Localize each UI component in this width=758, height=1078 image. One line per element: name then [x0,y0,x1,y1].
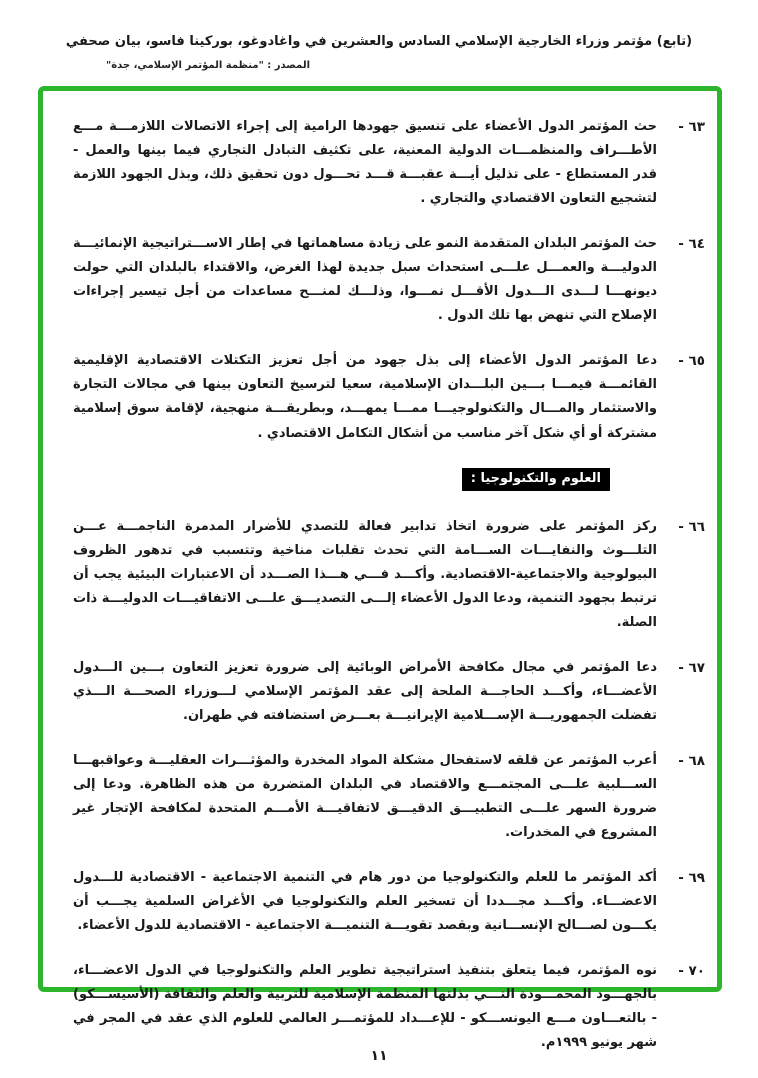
item-text: أكد المؤتمر ما للعلم والتكنولوجيا من دور هام في التنمية الاجتماعية - الاقتصادية للـــدول الاعضـــاء. وأكـــد مجـــددا أن تسخير العلم والتكنولوجيا في الأغراض السلمية يجـــب أن يكـــون لصـــالح الإنســـانية وبقصد تقويـــة التنميـــة الاجتماعية - الاقتصادية للدول الأعضاء. [73,870,657,934]
page-number: ١١ [370,1048,388,1064]
list-item [73,656,705,728]
item-text: حث المؤتمر البلدان المتقدمة النمو على زيادة مساهماتها في إطار الاســـتراتيجية الإنمائيـــة الدوليـــة والعمـــل علـــى استحداث سبل جديدة لهذا الغرض، والاقتداء بالبلدان التي حولت ديونهـــا لـــدى الـــدول الأقـــل نمـــوا، وذلـــك لمنـــح مساعدات من أجل تيسير إجراءات الإصلاح التي تنهض بها تلك الدول . [73,236,657,324]
item-text: دعا المؤتمر الدول الأعضاء إلى بذل جهود من أجل تعزيز التكتلات الاقتصادية الإقليمية القائمـــة فيمـــا بـــين البلـــدان الإسلامية، سعيا لترسيخ التعاون بينها في مجالات التجارة والاستثمار والمـــال والتكنولوجيـــا ممـــا يمهـــد، وبطريقـــة منهجية، لإقامة سوق إسلامية مشتركة أو أي شكل آخر مناسب من أشكال التكامل الاقتصادي . [73,353,657,441]
list-item [73,749,705,845]
list-item [73,515,705,635]
item-text: دعا المؤتمر في مجال مكافحة الأمراض الوبائية إلى ضرورة تعزيز التعاون بـــين الـــدول الأعضـــاء، وأكـــد الحاجـــة الملحة إلى عقد المؤتمر الإسلامي لـــوزراء الصحـــة الـــذي تفضلت الجمهوريـــة الإســـلامية الإيرانيـــة بعـــرض استضافته في طهران. [73,659,657,723]
item-text: حث المؤتمر الدول الأعضاء على تنسيق جهودها الرامية إلى إجراء الاتصالات اللازمـــة مـــع الأطـــراف والمنظمـــات الدولية المعنية، على تكثيف التبادل التجاري فيما بينها والعمل - قدر المستطاع - على تذليل أيـــة عقبـــة قـــد تحـــول دون تحقيق ذلك، وبذل الجهود اللازمة لتشجيع التعاون الاقتصادي والتجاري . [73,119,657,207]
document-title: (تابع) مؤتمر وزراء الخارجية الإسلامي السادس والعشرين في واغادوغو، بوركينا فاسو، بيان صحفي [65,34,693,49]
item-number: ٧٠ - [678,963,705,980]
item-number: ٦٩ - [678,870,705,887]
list-item [73,349,705,445]
item-text: أعرب المؤتمر عن قلقه لاستفحال مشكلة المواد المخدرة والمؤثـــرات العقليـــة وعواقبهـــا الســـلبية علـــى المجتمـــع والاقتصاد في البلدان المتضررة من هذه الظاهرة. ودعا إلى ضرورة السهر علـــى التطبيـــق الدقيـــق لاتفاقيـــة الأمـــم المتحدة لمكافحة الإتجار غير المشروع في المخدرات. [73,752,657,841]
content-border-frame [38,86,722,1051]
page-header [0,0,758,71]
item-number: ٦٤ - [678,236,705,253]
item-number: ٦٦ - [678,518,705,535]
item-number: ٦٥ - [678,353,705,370]
section-heading [73,467,610,491]
list-item [73,115,705,211]
section-heading-label: العلوم والتكنولوجيا : [462,468,610,491]
item-text: نوه المؤتمر، فيما يتعلق بتنفيذ استراتيجية تطوير العلم والتكنولوجيا في الدول الاعضـــاء، بالجهـــود المحمـــودة التـــي بذلتها المنظمة الإسلامية للتربية والعلم والثقافة (الأسيســـكو) - بالتعـــاون مـــع اليونســـكو - للإعـــداد للمؤتمـــر العالمي للعلوم الذي عقد في المجر في شهر يونيو ١٩٩٩م. [73,963,657,1051]
list-item [73,232,705,328]
source-line: المصدر : "منظمة المؤتمر الإسلامي، جدة" [106,60,311,71]
list-item [73,959,705,1055]
item-text: ركز المؤتمر على ضرورة اتخاذ تدابير فعالة للتصدي للأضرار المدمرة الناجمـــة عـــن التلـــوث والنفايـــات الســـامة التي تحدث تقلبات مناخية وتتسبب في تدهور الظروف البيولوجية والاجتماعية-الاقتصادية. وأكـــد فـــي هـــذا الصـــدد أن الاعتبارات البيئية يجب أن ترتبط بجهود التنمية، ودعا الدول الأعضاء إلـــى التصديـــق علـــى الاتفاقيـــات الدوليـــة ذات الصلة. [73,518,657,630]
list-item [73,866,705,938]
item-number: ٦٨ - [678,752,705,769]
item-number: ٦٣ - [678,119,705,135]
item-number: ٦٧ - [678,659,705,676]
